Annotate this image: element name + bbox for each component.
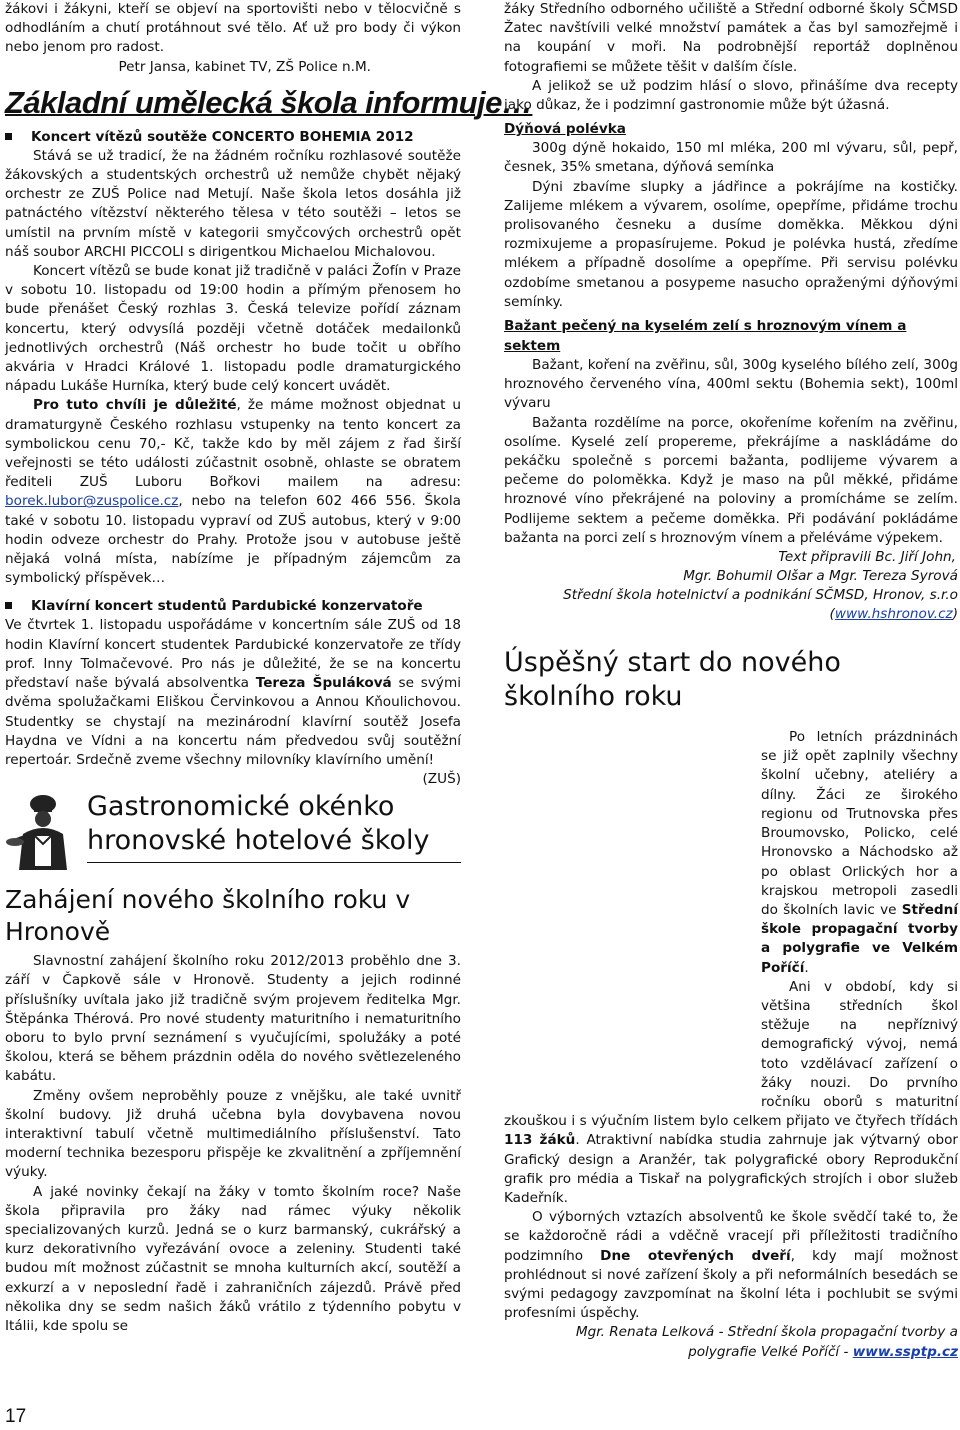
zus-heading: Základní umělecká škola informuje…: [5, 84, 533, 120]
bullet-icon: [5, 133, 12, 140]
soup-method: Dýni zbavíme slupky a jádřince a pokrájíme na kostičky. Zalijeme mlékem a vývarem, osolíme, opepříme, přidáme trochu prolisovaného česneku a dusíme doměkka. Měkkou dýni rozmixujeme a propasírujeme. Pokud je polévka hustá, zředíme mlékem a případně dosolíme a opepříme. Při servisu polévku ozdobíme smetanou a posypeme nasucho opraženými dýňovými semínky.: [504, 178, 958, 310]
bullet-icon: [5, 602, 12, 609]
concerto-paragraph-3: Pro tuto chvíli je důležité, že máme možnost objednat u dramaturgyně Českého rozhlasu vstupenky na tento koncert za symbolickou cenu 70,- Kč, takže kdo by měl zájem z řad širší veřejnosti se této události zúčastnit osobně, ohlaste se obratem řediteli ZUŠ Luboru Bořkovi mailem na adresu: borek.lubor@zuspolice.cz, nebo na telefon 602 466 556. Škola také v sobotu 10. listopadu vypraví od ZUŠ autobus, který v 9:00 hodin odveze orchestr do Prahy. Protože jsou v autobuse ještě nějaká volná místa, nabízíme je případným zájemcům za symbolický příspěvek…: [5, 397, 461, 587]
gastro-header: [5, 788, 461, 872]
zahajeni-paragraph-3: A jaké novinky čekají na žáky v tomto školním roce? Naše škola připravila pro žáky nad rámec výuky několik specializovaných kurzů. Jedná se o kurz barmanský, cukrářský a kurz dekorativního vyřezávání ovoce a zeleniny. Studenti také budou mít možnost zúčastnit se mnoha kulturních akcí, soutěží a exkurzí a v neposlední řadě i zahraničních zájezdů. Právě před několika dny se sedm našich žáků vrátilo z týdenního pobytu v Itálii, kde spolu se: [5, 1183, 461, 1334]
soup-ingredients: 300g dýně hokaido, 150 ml mléka, 200 ml vývaru, sůl, pepř, česnek, 35% smetana, dýňová semínka: [504, 140, 958, 176]
left-column: [5, 0, 533, 1336]
ssptp-link[interactable]: www.ssptp.cz: [852, 1343, 958, 1360]
intro-paragraph: žákovi i žákyni, kteří se objeví na sportovišti nebo v tělocvičně s odhodláním a chutí protáhnout své tělo. Ať už pro body či výkon nebo jenom pro radost.: [5, 1, 461, 56]
intro-signature: Petr Jansa, kabinet TV, ZŠ Police n.M.: [118, 58, 371, 75]
chef-icon: [5, 792, 77, 872]
soup-title: Dýňová polévka: [504, 121, 626, 138]
zahajeni-paragraph-1: Slavnostní zahájení školního roku 2012/2013 proběhlo dne 3. září v Čapkově sále v Hronově. Studenty a jejich rodinné příslušníky uvítala jako již tradičně svým projevem ředitelka Mgr. Štěpánka Thérová. Pro nové studenty maturitního i nematuritního oboru to bylo první seznámení s vyučujícími, spolužáky a poté školou, která se během prázdnin oděla do nového světlezeleného kabátu.: [5, 953, 461, 1085]
right-column: [504, 0, 958, 1362]
right-paragraph-1: žáky Středního odborného učiliště a Střední odborné školy SČMSD Žatec navštívili velké množství památek a čas byl samozřejmě i na koupání v moři. Na podrobnější reportáž doplněnou fotografiemi se můžete těšit v dalším čísle.: [504, 1, 958, 75]
concerto-title: Koncert vítězů soutěže CONCERTO BOHEMIA 2012: [5, 127, 461, 147]
concerto-paragraph-1: Stává se už tradicí, že na žádném ročníku rozhlasové soutěže žákovských a studentských orchestrů už nemůže chybět nějaký orchestr ze ZUŠ Police nad Metují. Naše škola letos dosáhla již patnáctého vítězství některého tělesa v této soutěži – letos se umístil na prvním místě v kategorii smyčcových orchestrů opět náš soubor ARCHI PICCOLI s dirigentkou Michaelou Michalovou.: [5, 147, 461, 260]
zahajeni-title: Zahájení nového školního roku v Hronově: [5, 885, 411, 947]
email-link[interactable]: borek.lubor@zuspolice.cz: [5, 493, 179, 510]
page-number: 17: [5, 1406, 27, 1427]
pheasant-ingredients: Bažant, koření na zvěřinu, sůl, 300g kyselého bílého zelí, 300g hroznového červeného vína, 400ml sektu (Bohemia sekt), 100ml vývaru: [504, 357, 958, 412]
concerto-paragraph-2: Koncert vítězů se bude konat již tradičně v paláci Žofín v Praze v sobotu 10. listopadu od 19:00 hodin a přímým přenosem ho bude přenášet Český rozhlas 3. Česká televize pořídí záznam koncertu, který odvysílá později včetně dotáček medailonků jednotlivých orchestrů (Náš orchestr ho bude točit u obřího akvária v Hradci Králové 1. listopadu podle dramaturgického nápadu Lukáše Hurníka, který bude celý koncert uvádět.: [5, 263, 461, 395]
credits: [504, 548, 958, 624]
image-placeholder: [504, 728, 761, 1110]
gastro-title: Gastronomické okénko hronovské hotelové školy: [87, 790, 461, 863]
piano-paragraph: Ve čtvrtek 1. listopadu uspořádáme v koncertním sále ZUŠ od 18 hodin Klavírní koncert studentek Pardubické konzervatoře ze třídy prof. Inny Tolmačevové. Pro nás je důležité, že se na koncertu představí naše bývalá absolventka Tereza Špuláková se svými dvěma spolužačkami Eliškou Červinkovou a Annou Kňoulichovou. Studentky se chystají na mezinárodní klavírní soutěž Josefa Haydna ve Vídni a na koncertu nám předvedou svůj soutěžní repertoár. Srdečně zveme všechny milovníky klavírního umění! (ZUŠ): [5, 617, 461, 788]
piano-title: Klavírní koncert studentů Pardubické konzervatoře: [5, 596, 461, 616]
start-paragraph-3: O výborných vztazích absolventů ke škole svědčí také to, že se každoročně rádi a vděčně vracejí při příležitosti tradičního podzimního Dne otevřených dveří, kdy mají možnost prohlédnout si nové zařízení školy a při neformálních besedách se svými pedagogy zavzpomínat na školní léta i pochlubit se svými profesními úspěchy.: [504, 1209, 958, 1322]
hshronov-link[interactable]: www.hshronov.cz: [834, 606, 953, 623]
start-paragraph-1: Po letních prázdninách se již opět zaplnily všechny školní učebny, ateliéry a dílny. Žáci ze širokého regionu od Trutnovska přes Broumovsko, Policko, celé Hronovsko a Náchodsko až po oblast Orlických hor a krajskou metropoli zasedli do školních lavic ve Střední škole propagační tvorby a polygrafie ve Velkém Poříčí.: [761, 729, 958, 976]
zahajeni-paragraph-2: Změny ovšem neproběhly pouze z vnějšku, ale také uvnitř školní budovy. Již druhá učebna byla dovybavena novou interaktivní tabulí včetně multimediálního příslušenství. Tato moderní technika bezesporu přispěje ke zkvalitnění a zpříjemnění výuky.: [5, 1087, 461, 1181]
credits-line-1: Text připravili Bc. Jiří John,: [778, 549, 956, 566]
right-paragraph-2: A jelikož se už podzim hlásí o slovo, přinášíme dva recepty jako důkaz, že i podzimní gastronomie může být úžasná.: [504, 77, 958, 114]
start-signature: Mgr. Renata Lelková - Střední škola propagační tvorby a polygrafie Velké Poříčí - www.ssptp.cz: [575, 1324, 958, 1360]
pheasant-title: Bažant pečený na kyselém zelí s hroznovým vínem a sektem: [504, 318, 907, 355]
start-paragraph-2: Ani v období, kdy si většina středních škol stěžuje na nepříznivý demografický vývoj, nemá toto vzdělávací zařízení o žáky nouzi. Do prvního ročníku oborů s maturitní zkouškou i s výučním listem bylo celkem přijato ve čtyřech třídách 113 žáků. Atraktivní nabídka studia zahrnuje jak výtvarný obor Grafický design a Aranžér, tak polygrafické obory Reprodukční grafik pro média a Tiskař na polygrafických strojích i obor služeb Kadeřník.: [504, 978, 958, 1206]
credits-line-2: Mgr. Bohumil Olšar a Mgr. Tereza Syrová: [683, 568, 958, 585]
credits-line-3: Střední škola hotelnictví a podnikání SČMSD, Hronov, s.r.o: [563, 587, 958, 604]
start-title: Úspěšný start do nového školního roku: [504, 647, 841, 713]
pheasant-method: Bažanta rozdělíme na porce, okořeníme kořením na zvěřinu, osolíme. Kyselé zelí propereme, překrájíme a naskládáme do pekáčku společně s porcemi bažanta, podlijeme vývarem a pečeme do poloměkka. Když je maso na půl měkké, přidáme hroznové víno překrájené na poloviny a promícháme se zelím. Podlijeme sektem a pečeme doměkka. Při podávání pokládáme bažanta na porci zelí s hroznovým vínem a přeléváme výpekem.: [504, 414, 958, 546]
credits-line-4: (www.hshronov.cz): [829, 606, 958, 623]
